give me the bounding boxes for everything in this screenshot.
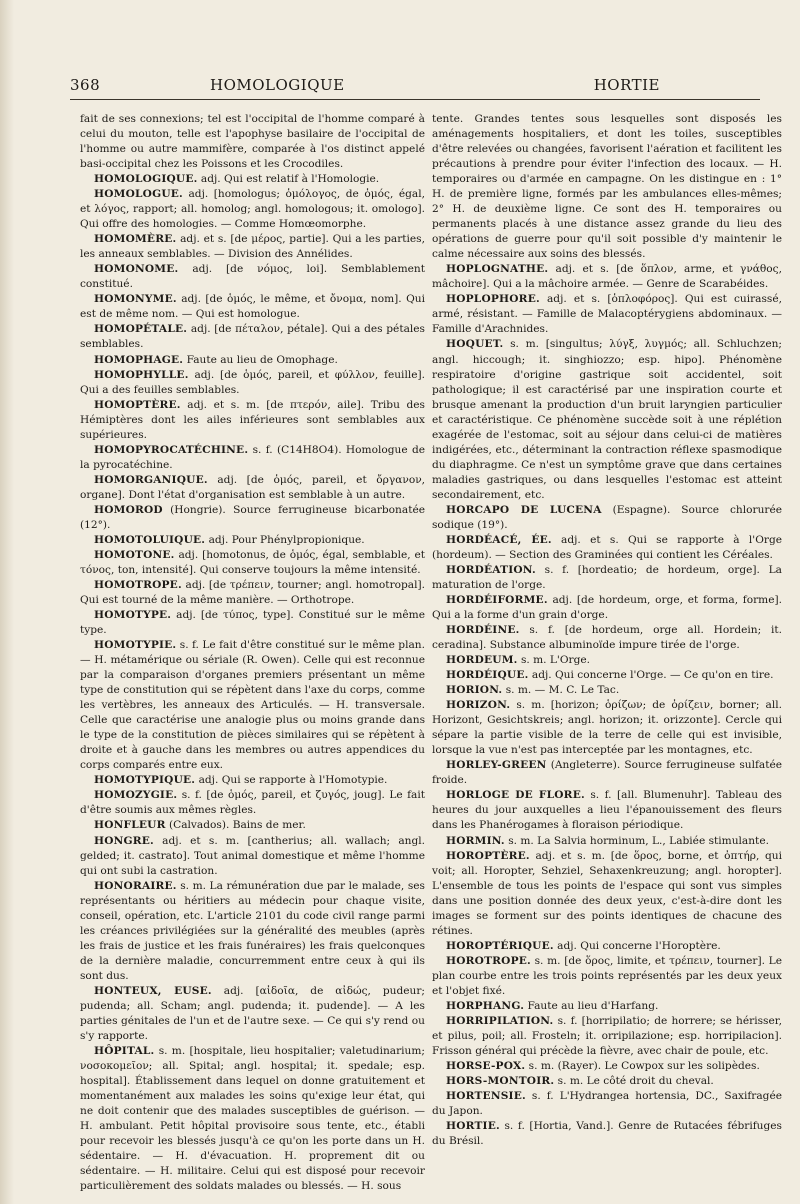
entry-headword: HOMOPHAGE. [94, 353, 184, 366]
dictionary-entry [80, 322, 425, 352]
entry-definition: s. f. [Hortia, Vand.]. Genre de Rutacées fébrifuges du Brésil. [432, 1120, 782, 1148]
entry-definition: s. f. [hordeatio; de hordeum, orge]. La maturation de l'orge. [432, 563, 782, 591]
entry-definition: adj. Qui concerne l'Orge. — Ce qu'on en tire. [531, 669, 774, 682]
entry-headword: HONTEUX, EUSE. [94, 984, 212, 997]
dictionary-entry [80, 187, 425, 232]
entry-headword: HORS-MONTOIR. [446, 1075, 555, 1087]
dictionary-entry [80, 262, 425, 292]
entry-definition: s. m. — M. C. Le Tac. [505, 684, 620, 697]
dictionary-entry [80, 292, 425, 322]
entry-headword: HOMONYME. [94, 293, 177, 306]
entry-headword: HONFLEUR [94, 819, 166, 832]
entry-definition: Faute au lieu d'Harfang. [527, 999, 659, 1012]
dictionary-entry [432, 999, 782, 1014]
entry-definition: s. f. [de ὁμός, pareil, et ζυγός, joug]. Le fait d'être soumis aux mêmes règles. [80, 789, 425, 817]
entry-definition: s. f. (C14H8O4). Homologue de la pyrocatéchine. [80, 443, 425, 471]
entry-definition: adj. [αἰδοῖα, de αἰδώς, pudeur; pudenda; all. Scham; angl. pudenda; it. pudende]. — A les parties génitales de l'un et de l'autre sexe. — Ce qui s'y rend ou s'y rapporte. [80, 984, 425, 1042]
entry-definition: fait de ses connexions; tel est l'occipital de l'homme comparé à celui du mouton, telle est l'apophyse basilaire de l'occipital de l'homme ou autre mammifère, comparée à l'os distinct appelé basi-occipital chez les Poissons et les Crocodiles. [80, 113, 425, 171]
entry-headword: HORCAPO DE LUCENA [446, 503, 602, 516]
entry-headword: HORLOGE DE FLORE. [446, 789, 585, 802]
dictionary-entry [432, 1074, 782, 1089]
entry-definition: adj. [de hordeum, orge, et forma, forme]. Qui a la forme d'un grain d'orge. [432, 594, 782, 622]
dictionary-entry [80, 638, 425, 773]
dictionary-entry [432, 563, 782, 593]
dictionary-entry [80, 548, 425, 578]
dictionary-entry [80, 578, 425, 608]
entry-definition: s. m. [singultus; λύγξ, λυγμός; all. Schluchzen; angl. hiccough; it. singhiozzo; esp. hipo]. Phénomène respiratoire d'origine gastrique soit accidentel, soit pathologique; il est caractérisé par une inspiration courte et brusque amenant la production d'un bruit laryngien particulier et caractéristique. Ce phénomène succède soit à une réplétion exagérée de l'estomac, soit au séjour dans celui-ci de matières indigérées, etc., déterminant la contraction réflexe spasmodique du diaphragme. Ce n'est un symptôme grave que dans certaines maladies gastriques, ou dans lesquelles l'estomac est atteint secondairement, etc. [432, 338, 782, 501]
dictionary-entry [80, 533, 425, 548]
dictionary-entry [80, 443, 425, 473]
entry-headword: HOROPTÉRIQUE. [446, 939, 554, 952]
entry-definition: s. m. La Salvia horminum, L., Labiée stimulante. [508, 834, 769, 847]
entry-definition: s. f. [de hordeum, orge all. Hordein; it. ceradina]. Substance albuminoïde impure tirée de l'orge. [432, 624, 783, 652]
dictionary-entry [80, 818, 425, 833]
entry-definition: adj. Qui se rapporte à l'Homotypie. [198, 774, 388, 787]
entry-definition: Faute au lieu de Omophage. [186, 353, 338, 366]
entry-headword: HOMOMÈRE. [94, 233, 177, 246]
entry-definition: adj. [homologus; ὁμόλογος, de ὁμός, égal, et λόγος, rapport; all. homolog; angl. homologous; it. omologo]. Qui offre des homologies. — Comme Homœomorphe. [80, 188, 425, 231]
entry-headword: HOPLOGNATHE. [446, 263, 549, 276]
entry-headword: HORTIE. [446, 1120, 500, 1133]
entry-headword: HONORAIRE. [94, 879, 177, 892]
dictionary-entry [432, 533, 782, 563]
entry-definition: adj. et s. [de ὅπλον, arme, et γνάθος, mâchoire]. Qui a la mâchoire armée. — Genre de Scarabéides. [432, 263, 782, 291]
entry-definition: adj. [de πέταλον, pétale]. Qui a des pétales semblables. [80, 323, 425, 351]
dictionary-entry [80, 398, 425, 443]
dictionary-entry [432, 683, 782, 698]
entry-headword: HOMOPÉTALE. [94, 323, 188, 336]
entry-definition: s. f. [all. Blumenuhr]. Tableau des heures du jour auxquelles a lieu l'épanouissement des fleurs dans les Phanérogames à floraison périodique. [432, 789, 782, 832]
dictionary-entry [432, 954, 782, 999]
left-column [80, 112, 425, 1194]
entry-headword: HORDEUM. [446, 654, 518, 667]
entry-definition: s. f. Le fait d'être constitué sur le même plan. — H. métamérique ou sériale (R. Owen). Celle qui est reconnue par la comparaison d'organes premiers présentant un même type de constitution qui se répètent dans l'axe du corps, comme les vertèbres, les anneaux des Articulés. — H. transversale. Celle que caractérise une analogie plus ou moins grande dans le type de la constitution de pièces similaires qui se répètent à droite et à gauche dans les membres ou autres appendices du corps comparés entre eux. [80, 639, 425, 772]
dictionary-entry [432, 1089, 782, 1119]
entry-headword: HORDÉIQUE. [446, 669, 529, 682]
entry-definition: adj. et s. [de μέρος, partie]. Qui a les parties, les anneaux semblables. — Division des Annélides. [80, 233, 425, 261]
dictionary-entry [80, 112, 425, 172]
entry-headword: HORPHANG. [446, 999, 525, 1012]
dictionary-entry [432, 939, 782, 954]
dictionary-entry [80, 232, 425, 262]
entry-definition: adj. et s. Qui se rapporte à l'Orge (hordeum). — Section des Graminées qui contient les Céréales. [432, 533, 782, 561]
entry-definition: s. m. (Rayer). Le Cowpox sur les solipèdes. [528, 1059, 760, 1072]
entry-headword: HONGRE. [94, 834, 154, 847]
entry-headword: HOMOTYPIQUE. [94, 774, 196, 787]
dictionary-entry [432, 758, 782, 788]
entry-definition: adj. [homotonus, de ὁμός, égal, semblable, et τόνος, ton, intensité]. Qui conserve toujours la même intensité. [80, 548, 426, 576]
entry-definition: adj. [de τύπος, type]. Constitué sur le même type. [80, 609, 425, 637]
entry-headword: HORMIN. [446, 834, 505, 847]
dictionary-entry [80, 773, 425, 788]
dictionary-entry [432, 698, 782, 758]
entry-definition: s. m. Le côté droit du cheval. [557, 1075, 714, 1087]
entry-headword: HOMOTYPIE. [94, 639, 177, 652]
entry-definition: adj. [de ὁμός, le même, et ὄνομα, nom]. Qui est de même nom. — Qui est homologue. [80, 293, 425, 321]
entry-definition: s. m. La rémunération due par le malade, ses représentants ou héritiers au médecin pour chaque visite, conseil, opération, etc. L'article 2101 du code civil range parmi les créances privilégiées sur la généralité des meubles (après les frais de justice et les frais funéraires) les frais quelconques de la dernière maladie, concurremment entre ceux à qui ils sont dus. [80, 879, 425, 982]
dictionary-entry [432, 834, 782, 849]
entry-definition: tente. Grandes tentes sous lesquelles sont disposés les aménagements hospitaliers, et dont les toiles, susceptibles d'être relevées ou changées, favorisent l'aération et facilitent les précautions à prendre pour éviter l'infection des locaux. — H. temporaires ou d'armée en campagne. On les distingue en : 1° H. de première ligne, formés par les ambulances elles-mêmes; 2° H. de deuxième ligne. Ce sont des H. temporaires ou permanents placés à une distance assez grande du lieu des opérations de guerre pour qu'il soit possible d'y maintenir le calme nécessaire aux soins des blessés. [432, 113, 782, 261]
entry-definition: adj. et s. [ὁπλοφόρος]. Qui est cuirassé, armé, résistant. — Famille de Malacoptérygiens abdominaux. — Famille d'Arachnides. [432, 293, 782, 336]
dictionary-entry [432, 112, 782, 262]
entry-headword: HOMOPYROCATÉCHINE. [94, 443, 249, 456]
entry-definition: (Hongrie). Source ferrugineuse bicarbonatée (12°). [80, 503, 425, 531]
entry-definition: s. m. [de ὅρος, limite, et τρέπειν, tourner]. Le plan courbe entre les trois points représentés par les deux yeux et l'objet fixé. [432, 954, 782, 997]
dictionary-entry [432, 1059, 782, 1074]
entry-definition: adj. Pour Phénylpropionique. [208, 533, 365, 546]
page-number: 368 [70, 76, 101, 94]
entry-headword: HOMOPTÈRE. [94, 398, 181, 411]
entry-definition: s. m. [horizon; ὁρίζων; de ὁρίζειν, borner; all. Horizont, Gesichtskreis; angl. horizon; it. orizzonte]. Cercle qui sépare la partie visible de la terre de celle qui est invisible, lorsque la vue n'est pas interceptée par les montagnes, etc. [432, 699, 782, 757]
dictionary-entry [80, 473, 425, 503]
dictionary-entry [80, 788, 425, 818]
entry-definition: adj. [de ὁμός, pareil, et ὄργανον, organe]. Dont l'état d'organisation est semblable à un autre. [80, 473, 426, 501]
entry-definition: adj. [de νόμος, loi]. Semblablement constitué. [80, 263, 425, 291]
dictionary-entry [432, 262, 782, 292]
entry-definition: (Angleterre). Source ferrugineuse sulfatée froide. [432, 759, 782, 787]
entry-headword: HOMONOME. [94, 263, 179, 276]
dictionary-entry [80, 879, 425, 984]
entry-headword: HORIZON. [446, 699, 511, 712]
entry-headword: HORDÉINE. [446, 624, 520, 637]
entry-headword: HÔPITAL. [94, 1044, 155, 1057]
entry-headword: HOMOTOLUIQUE. [94, 533, 206, 546]
dictionary-entry [80, 834, 425, 879]
entry-definition: adj. et s. m. [de πτερόν, aile]. Tribu des Hémiptères dont les ailes inférieures sont semblables aux supérieures. [80, 398, 425, 441]
entry-headword: HORLEY-GREEN [446, 759, 547, 772]
right-column [432, 112, 782, 1149]
entry-headword: HORTENSIE. [446, 1090, 526, 1103]
dictionary-entry [432, 623, 782, 653]
right-running-head: HORTIE [593, 76, 660, 94]
dictionary-entry [80, 608, 425, 638]
entry-definition: adj. [de τρέπειν, tourner; angl. homotropal]. Qui est tourné de la même manière. — Orthotrope. [80, 578, 425, 606]
entry-headword: HOMOROD [94, 503, 163, 516]
dictionary-entry [80, 353, 425, 368]
entry-headword: HORDÉACÉ, ÉE. [446, 533, 552, 546]
entry-headword: HOMOZYGIE. [94, 789, 178, 802]
dictionary-entry [432, 849, 782, 939]
entry-headword: HOMOTROPE. [94, 578, 182, 591]
dictionary-entry [432, 1119, 782, 1149]
dictionary-entry [80, 1044, 425, 1194]
dictionary-entry [432, 593, 782, 623]
entry-headword: HORDÉATION. [446, 563, 536, 576]
dictionary-entry [432, 503, 782, 533]
entry-headword: HOMOPHYLLE. [94, 368, 189, 381]
entry-headword: HOMOTONE. [94, 548, 175, 561]
dictionary-entry [432, 337, 782, 502]
dictionary-entry [80, 984, 425, 1044]
entry-headword: HOMORGANIQUE. [94, 473, 208, 486]
running-header [70, 76, 760, 98]
dictionary-entry [80, 503, 425, 533]
header-rule [70, 99, 760, 100]
dictionary-entry [80, 368, 425, 398]
entry-definition: s. m. L'Orge. [520, 654, 591, 667]
entry-headword: HORSE-POX. [446, 1059, 526, 1072]
entry-definition: (Espagne). Source chlorurée sodique (19°). [432, 503, 782, 531]
entry-headword: HOMOLOGUE. [94, 188, 183, 201]
entry-definition: s. f. [horripilatio; de horrere; se hérisser, et pilus, poil; all. Frosteln; it. orripilazione; esp. horripilacion]. Frisson général qui précède la fièvre, avec chair de poule, etc. [432, 1014, 782, 1057]
page-edge-shadow [0, 0, 14, 1204]
entry-definition: adj. Qui concerne l'Horoptère. [557, 939, 721, 952]
dictionary-entry [432, 653, 782, 668]
entry-definition: s. f. L'Hydrangea hortensia, DC., Saxifragée du Japon. [432, 1090, 782, 1118]
dictionary-entry [432, 788, 782, 833]
entry-headword: HOQUET. [446, 338, 504, 351]
entry-definition: adj. [de ὁμός, pareil, et φύλλον, feuille]. Qui a des feuilles semblables. [80, 368, 425, 396]
entry-definition: (Calvados). Bains de mer. [168, 819, 306, 832]
entry-headword: HORDÉIFORME. [446, 594, 548, 606]
dictionary-entry [432, 1014, 782, 1059]
entry-definition: s. m. [hospitale, lieu hospitalier; valetudinarium; νοσοκομεῖον; all. Spital; angl. hospital; it. spedale; esp. hospital]. Établissement dans lequel on donne gratuitement et momentanément aux malades les soins qu'exige leur état, qui ne doit contenir que des malades susceptibles de guérison. — H. ambulant. Petit hôpital provisoire sous tente, etc., établi pour recevoir les blessés jusqu'à ce qu'on les porte dans un H. sédentaire. — H. d'évacuation. H. proprement dit ou sédentaire. — H. militaire. Celui qui est disposé pour recevoir particulièrement des soldats malades ou blessés. — H. sous [80, 1044, 425, 1193]
entry-definition: adj. et s. m. [de ὅρος, borne, et ὀπτήρ, qui voit; all. Horopter, Sehziel, Sehaxenkreuzung; angl. horopter]. L'ensemble de tous les points de l'espace qui sont vus simples dans une position donnée des deux yeux, c'est-à-dire dont les images se forment sur des points identiques de chacune des rétines. [432, 849, 782, 937]
dictionary-entry [432, 292, 782, 337]
entry-definition: adj. Qui est relatif à l'Homologie. [200, 173, 380, 186]
entry-headword: HORION. [446, 684, 503, 697]
dictionary-entry [80, 172, 425, 187]
entry-headword: HOMOLOGIQUE. [94, 173, 198, 186]
entry-headword: HOPLOPHORE. [446, 293, 540, 306]
entry-headword: HOROPTÈRE. [446, 849, 530, 862]
entry-headword: HOROTROPE. [446, 954, 531, 967]
entry-definition: adj. et s. m. [cantherius; all. wallach; angl. gelded; it. castrato]. Tout animal domestique et même l'homme qui ont subi la castration. [80, 834, 425, 877]
dictionary-entry [432, 668, 782, 683]
left-running-head: HOMOLOGIQUE [210, 76, 345, 94]
entry-headword: HOMOTYPE. [94, 609, 172, 622]
entry-headword: HORRIPILATION. [446, 1014, 554, 1027]
